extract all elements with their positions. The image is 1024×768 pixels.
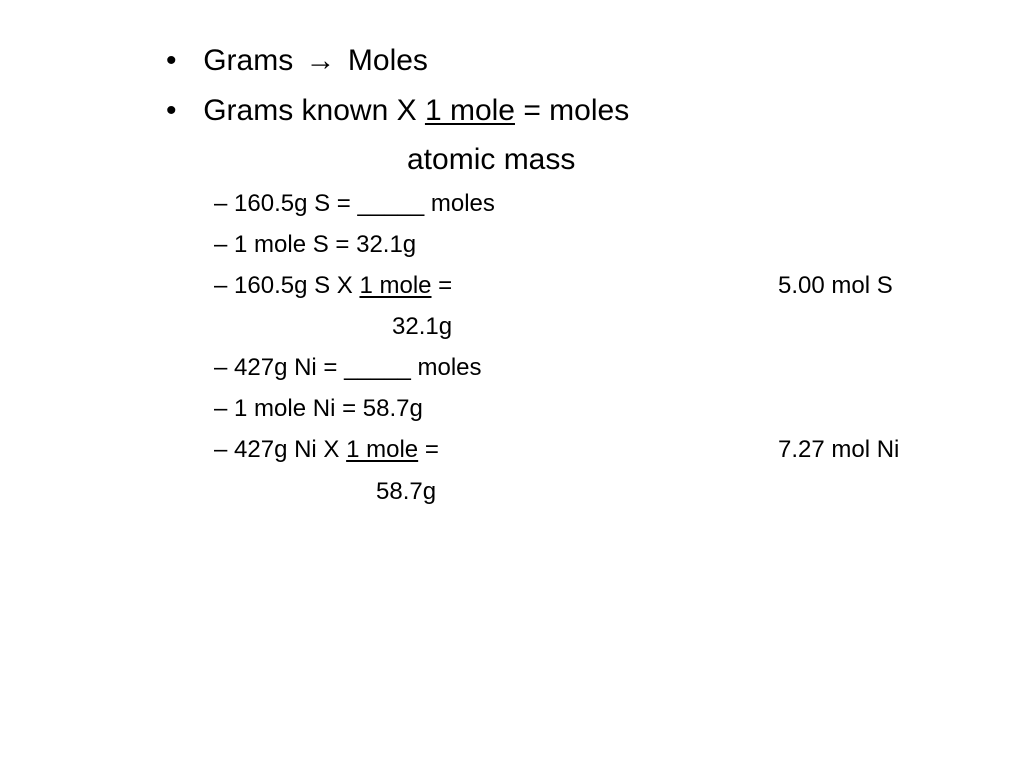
nickel-denominator: 58.7g	[376, 478, 437, 505]
sulfur-denominator: 32.1g	[392, 313, 453, 340]
bullet-text-grams: Grams	[203, 44, 294, 77]
calc-numerator: 1 mole	[346, 436, 419, 463]
sub-item-nickel-calculation	[214, 438, 439, 462]
dash-marker: –	[214, 231, 228, 258]
sub-item-sulfur-molar-mass	[214, 233, 416, 257]
calc-prefix: 427g Ni X	[234, 436, 347, 463]
sub-item-sulfur-question	[214, 192, 495, 216]
sub-item-text: 160.5g S = _____ moles	[234, 190, 495, 217]
dash-marker: –	[214, 395, 228, 422]
dash-marker: –	[214, 354, 228, 381]
dash-marker: –	[214, 272, 228, 299]
formula-denominator: atomic mass	[407, 143, 576, 176]
calc-equals: =	[418, 436, 439, 463]
sub-item-nickel-question	[214, 356, 482, 380]
nickel-result: 7.27 mol Ni	[778, 436, 900, 463]
sub-item-text: 427g Ni = _____ moles	[234, 354, 482, 381]
sub-item-text: 1 mole S = 32.1g	[234, 231, 417, 258]
bullet-text-moles: Moles	[347, 44, 428, 77]
formula-numerator: 1 mole	[424, 94, 515, 127]
bullet-grams-to-moles	[166, 46, 428, 76]
calc-prefix: 160.5g S X	[234, 272, 360, 299]
formula-prefix: Grams known X	[203, 94, 425, 127]
sub-item-nickel-molar-mass	[214, 397, 423, 421]
dash-marker: –	[214, 190, 228, 217]
formula-suffix: = moles	[514, 94, 630, 127]
calc-numerator: 1 mole	[359, 272, 432, 299]
arrow-right-icon: →	[305, 44, 336, 77]
dash-marker: –	[214, 436, 228, 463]
bullet-marker: •	[166, 44, 177, 77]
sub-item-text: 1 mole Ni = 58.7g	[234, 395, 423, 422]
bullet-marker: •	[166, 94, 177, 127]
bullet-formula	[166, 96, 629, 126]
sulfur-result: 5.00 mol S	[778, 272, 893, 299]
sub-item-sulfur-calculation	[214, 274, 452, 298]
calc-equals: =	[431, 272, 453, 299]
